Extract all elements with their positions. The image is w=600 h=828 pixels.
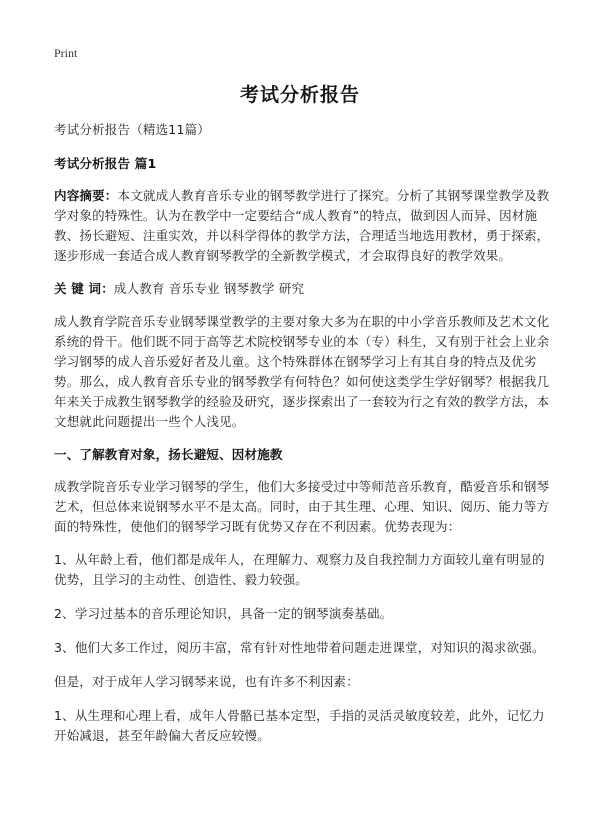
print-link[interactable]: Print — [54, 46, 78, 60]
article-heading: 考试分析报告 篇1 — [54, 156, 157, 171]
section-heading: 一、了解教育对象，扬长避短、因材施教 — [54, 447, 283, 462]
abstract-text: 本文就成人教育音乐专业的钢琴教学进行了探究。分析了其钢琴课堂教学及教学对象的特殊性。认为在教学中一定要结合“成人教育”的特点，做到因人而异、因材施教、扬长避短、注重实效，并以科学得体的教学方法，合理适当地选用教材，勇于探索，逐步形成一套适合成人教育钢琴教学的全新教学模式，才会取得良好的教学效果。 — [54, 188, 550, 263]
intro-paragraph: 成人教育学院音乐专业钢琴课堂教学的主要对象大多为在职的中小学音乐教师及艺术文化系统的骨干。他们既不同于高等艺术院校钢琴专业的本（专）科生，又有别于社会上业余学习钢琴的成人音乐爱好者及儿童。这个特殊群体在钢琴学习上有其自身的特点及优劣势。那么，成人教育音乐专业的钢琴教学有何特色？如何使这类学生学好钢琴？根据我几年来关于成教生钢琴教学的经验及研究，逐步探索出了一套较为行之有效的教学方法，本文想就此问题提出一些个人浅见。 — [54, 314, 550, 429]
keywords-label: 关 键 词： — [54, 281, 114, 296]
disadvantage-intro: 但是，对于成年人学习钢琴来说，也有许多不利因素： — [54, 674, 359, 689]
keywords-paragraph — [54, 279, 554, 299]
page-title: 考试分析报告 — [239, 84, 360, 106]
advantage-item: 3、他们大多工作过，阅历丰富，常有针对性地带着问题走进课堂，对知识的渴求欲强。 — [54, 640, 545, 655]
keywords-text: 成人教育 音乐专业 钢琴教学 研究 — [113, 281, 305, 296]
document-body — [54, 120, 554, 760]
abstract-label: 内容摘要： — [54, 188, 118, 203]
section-paragraph: 成教学院音乐专业学习钢琴的学生，他们大多接受过中等师范音乐教育，酷爱音乐和钢琴艺术，但总体来说钢琴水平不是太高。同时，由于其生理、心理、知识、阅历、能力等方面的特殊性，使他们的钢琴学习既有优势又存在不利因素。优势表现为： — [54, 479, 550, 534]
abstract-paragraph — [54, 186, 554, 266]
disadvantage-item: 1、从生理和心理上看，成年人骨骼已基本定型，手指的灵活灵敏度较差，此外，记忆力开始减退，甚至年龄偏大者反应较慢。 — [54, 708, 545, 743]
advantage-item: 1、从年龄上看，他们都是成年人，在理解力、观察力及自我控制力方面较儿童有明显的优势，且学习的主动性、创造性、毅力较强。 — [54, 552, 545, 587]
document-subtitle: 考试分析报告（精选11篇） — [54, 122, 211, 137]
advantage-item: 2、学习过基本的音乐理论知识，具备一定的钢琴演奏基础。 — [54, 606, 393, 621]
